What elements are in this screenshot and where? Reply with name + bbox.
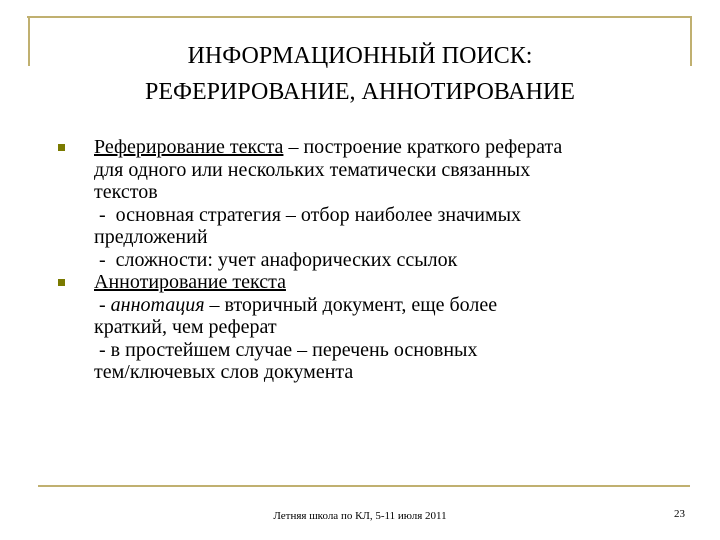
square-bullet-icon bbox=[58, 144, 65, 151]
bullet-heading-tail: – построение краткого реферата bbox=[283, 136, 563, 158]
slide-content bbox=[58, 136, 678, 384]
sub-item-text: основная стратегия – отбор наиболее значимых bbox=[115, 203, 522, 226]
slide-title bbox=[40, 38, 680, 110]
top-rule bbox=[27, 16, 692, 18]
bullet-item bbox=[58, 136, 678, 271]
sub-item bbox=[94, 204, 678, 227]
bullet-item bbox=[58, 271, 678, 384]
sub-item-continuation: краткий, чем реферат bbox=[94, 316, 277, 338]
sub-item-dash: - bbox=[94, 293, 111, 316]
square-bullet-icon bbox=[58, 279, 65, 286]
title-line-2: РЕФЕРИРОВАНИЕ, АННОТИРОВАНИЕ bbox=[145, 79, 575, 105]
page-number: 23 bbox=[674, 508, 685, 520]
sub-item bbox=[94, 339, 678, 362]
bullet-line: для одного или нескольких тематически связанных bbox=[94, 158, 531, 181]
sub-item-text: – вторичный документ, еще более bbox=[204, 293, 498, 316]
sub-item-text: в простейшем случае – перечень основных bbox=[110, 338, 478, 361]
sub-item bbox=[94, 249, 678, 272]
bullet-heading: Реферирование текста bbox=[94, 136, 284, 158]
sub-item-continuation: предложений bbox=[94, 226, 208, 248]
bullet-heading: Аннотирование текста bbox=[94, 271, 286, 293]
sub-item bbox=[94, 294, 678, 317]
right-rule bbox=[690, 16, 692, 66]
title-line-1: ИНФОРМАЦИОННЫЙ ПОИСК: bbox=[187, 43, 533, 69]
bullet-line: текстов bbox=[94, 181, 158, 203]
sub-item-dash: - bbox=[94, 338, 111, 361]
bullet-line bbox=[94, 136, 678, 159]
bottom-rule bbox=[38, 485, 690, 487]
sub-item-continuation: тем/ключевых слов документа bbox=[94, 361, 354, 383]
left-rule bbox=[28, 16, 30, 66]
sub-item-dash: - bbox=[94, 203, 116, 226]
sub-item-dash: - bbox=[94, 248, 116, 271]
sub-item-emphasis: аннотация bbox=[110, 293, 205, 316]
footer-text: Летняя школа по КЛ, 5-11 июля 2011 bbox=[273, 510, 447, 522]
sub-item-text: сложности: учет анафорических ссылок bbox=[115, 248, 458, 271]
